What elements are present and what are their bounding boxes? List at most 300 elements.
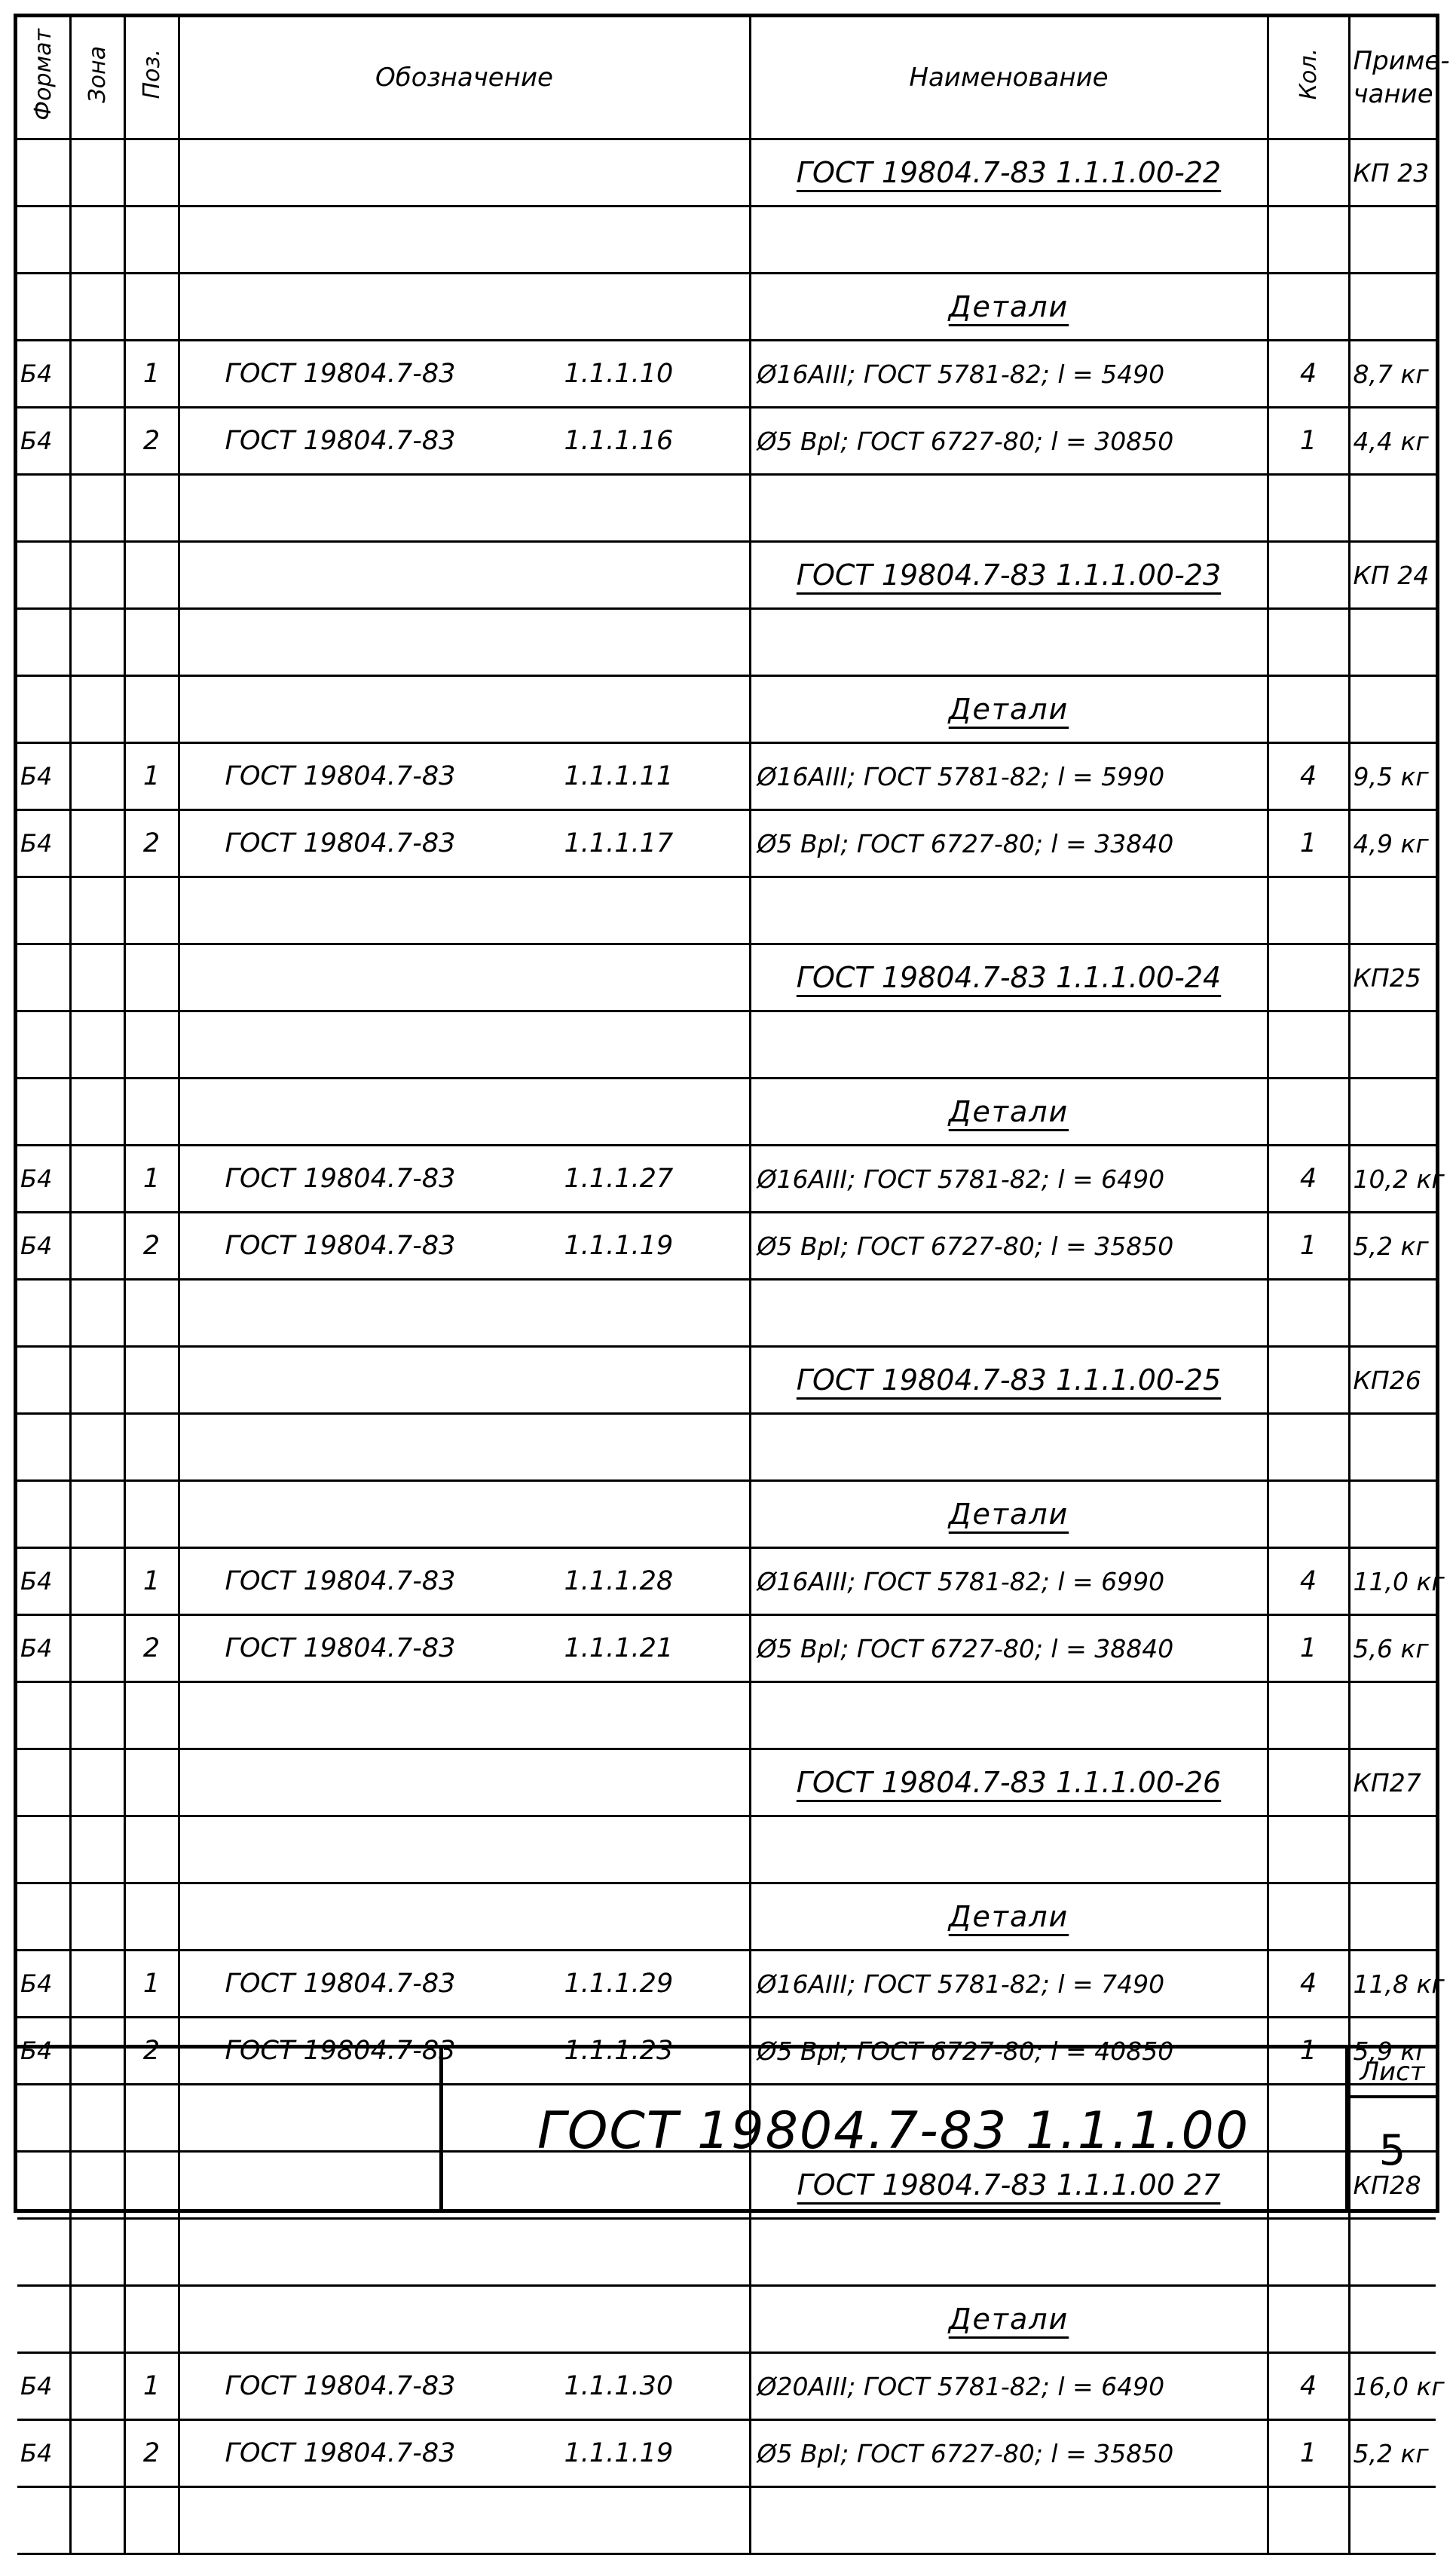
empty-cell: [179, 1347, 750, 1414]
empty-cell: [124, 475, 179, 542]
empty-cell: [17, 1682, 70, 1749]
format-cell: Б4: [17, 1951, 70, 2018]
pos-cell: 1: [124, 1548, 179, 1615]
empty-cell: [750, 609, 1268, 676]
table-row: [17, 1951, 1436, 2018]
title-block-left-cell: [17, 2049, 443, 2209]
spacer-row: [17, 2219, 1436, 2286]
empty-cell: [124, 1079, 179, 1146]
section-heading: [17, 676, 1436, 743]
empty-cell: [124, 139, 179, 207]
empty-cell: [1268, 877, 1349, 944]
note-cell: 4,9 кг: [1349, 810, 1436, 877]
note-cell: КП25: [1349, 944, 1436, 1011]
qty-cell: 1: [1268, 2018, 1349, 2085]
note-cell: [1349, 676, 1436, 743]
pos-cell: 1: [124, 341, 179, 408]
empty-cell: [17, 1816, 70, 1883]
empty-cell: [1349, 1280, 1436, 1347]
zone-cell: [70, 1615, 124, 1682]
empty-cell: [1268, 2219, 1349, 2286]
empty-cell: [179, 2219, 750, 2286]
sheet-label: Лист: [1349, 2049, 1436, 2098]
designation-code: 1.1.1.23: [564, 2036, 674, 2066]
designation-standard: ГОСТ 19804.7-83: [225, 2371, 456, 2401]
name-cell: Ø20АIII; ГОСТ 5781-82; l = 6490: [750, 2353, 1268, 2420]
spacer-row: [17, 475, 1436, 542]
empty-cell: [70, 2487, 124, 2554]
group-title: [17, 1749, 1436, 1816]
empty-cell: [1268, 1481, 1349, 1548]
empty-cell: [17, 1414, 70, 1481]
name-cell: Ø16АIII; ГОСТ 5781-82; l = 6490: [750, 1146, 1268, 1213]
table-row: [17, 2420, 1436, 2487]
qty-cell: 1: [1268, 1615, 1349, 1682]
empty-cell: [70, 676, 124, 743]
note-cell: [1349, 1079, 1436, 1146]
empty-cell: [179, 207, 750, 274]
empty-cell: [70, 207, 124, 274]
empty-cell: [17, 1481, 70, 1548]
note-cell: КП26: [1349, 1347, 1436, 1414]
empty-cell: [1268, 609, 1349, 676]
designation-cell: [179, 2420, 750, 2487]
header-zone: Зона: [70, 17, 124, 139]
designation-cell: [179, 408, 750, 475]
note-cell: КП27: [1349, 1749, 1436, 1816]
name-cell: Ø16АIII; ГОСТ 5781-82; l = 5990: [750, 743, 1268, 810]
empty-cell: [70, 2286, 124, 2353]
zone-cell: [70, 1548, 124, 1615]
empty-cell: [179, 2286, 750, 2353]
empty-cell: [124, 2219, 179, 2286]
empty-cell: [70, 475, 124, 542]
empty-cell: [179, 1011, 750, 1079]
empty-cell: [750, 877, 1268, 944]
empty-cell: [1268, 944, 1349, 1011]
empty-cell: [124, 207, 179, 274]
empty-cell: [1349, 2487, 1436, 2554]
designation-cell: [179, 1951, 750, 2018]
empty-cell: [1268, 676, 1349, 743]
group-title-text: ГОСТ 19804.7-83 1.1.1.00-24: [796, 961, 1222, 994]
empty-cell: [1349, 1816, 1436, 1883]
empty-cell: [17, 1347, 70, 1414]
empty-cell: [750, 2487, 1268, 2554]
empty-cell: [17, 1749, 70, 1816]
empty-cell: [179, 1280, 750, 1347]
designation-standard: ГОСТ 19804.7-83: [225, 1633, 456, 1663]
empty-cell: [1268, 1883, 1349, 1951]
name-cell: Ø5 ВрI; ГОСТ 6727-80; l = 33840: [750, 810, 1268, 877]
empty-cell: [17, 274, 70, 341]
designation-cell: [179, 1146, 750, 1213]
name-cell: Ø5 ВрI; ГОСТ 6727-80; l = 35850: [750, 2420, 1268, 2487]
empty-cell: [124, 1481, 179, 1548]
empty-cell: [70, 2219, 124, 2286]
empty-cell: [1268, 1079, 1349, 1146]
group-title-cell: [750, 944, 1268, 1011]
empty-cell: [124, 1816, 179, 1883]
format-cell: Б4: [17, 341, 70, 408]
group-title: [17, 944, 1436, 1011]
empty-cell: [179, 676, 750, 743]
empty-cell: [1349, 475, 1436, 542]
table-row: [17, 1213, 1436, 1280]
header-qty: Кол.: [1268, 17, 1349, 139]
name-cell: Ø5 ВрI; ГОСТ 6727-80; l = 38840: [750, 1615, 1268, 1682]
empty-cell: [124, 609, 179, 676]
note-cell: [1349, 1481, 1436, 1548]
section-heading-text: Детали: [948, 1900, 1069, 1933]
qty-cell: 4: [1268, 1146, 1349, 1213]
empty-cell: [17, 609, 70, 676]
note-cell: 9,5 кг: [1349, 743, 1436, 810]
section-heading-cell: [750, 676, 1268, 743]
empty-cell: [179, 944, 750, 1011]
empty-cell: [124, 1682, 179, 1749]
designation-code: 1.1.1.27: [564, 1164, 674, 1194]
qty-cell: 1: [1268, 1213, 1349, 1280]
group-title: [17, 1347, 1436, 1414]
section-heading-text: Детали: [948, 1095, 1069, 1128]
designation-code: 1.1.1.29: [564, 1969, 674, 1999]
header-designation: Обозначение: [179, 17, 750, 139]
spacer-row: [17, 2487, 1436, 2554]
empty-cell: [750, 1280, 1268, 1347]
empty-cell: [70, 609, 124, 676]
format-cell: Б4: [17, 2018, 70, 2085]
empty-cell: [179, 1414, 750, 1481]
empty-cell: [1268, 542, 1349, 609]
note-cell: КП 24: [1349, 542, 1436, 609]
format-cell: Б4: [17, 2420, 70, 2487]
empty-cell: [1349, 609, 1436, 676]
pos-cell: 2: [124, 2420, 179, 2487]
note-cell: 11,8 кг: [1349, 1951, 1436, 2018]
designation-standard: ГОСТ 19804.7-83: [225, 1969, 456, 1999]
pos-cell: 1: [124, 2353, 179, 2420]
group-title-cell: [750, 1347, 1268, 1414]
zone-cell: [70, 743, 124, 810]
empty-cell: [124, 1414, 179, 1481]
zone-cell: [70, 408, 124, 475]
designation-cell: [179, 743, 750, 810]
note-cell: [1349, 274, 1436, 341]
section-heading: [17, 1883, 1436, 1951]
qty-cell: 1: [1268, 2420, 1349, 2487]
spacer-row: [17, 877, 1436, 944]
table-row: [17, 1548, 1436, 1615]
empty-cell: [124, 2286, 179, 2353]
designation-cell: [179, 810, 750, 877]
empty-cell: [124, 877, 179, 944]
designation-cell: [179, 2353, 750, 2420]
qty-cell: 1: [1268, 408, 1349, 475]
empty-cell: [17, 877, 70, 944]
empty-cell: [17, 1280, 70, 1347]
designation-code: 1.1.1.28: [564, 1566, 674, 1596]
format-cell: Б4: [17, 408, 70, 475]
zone-cell: [70, 1146, 124, 1213]
document-designation: ГОСТ 19804.7-83 1.1.1.00: [537, 2101, 1250, 2161]
empty-cell: [70, 1749, 124, 1816]
empty-cell: [179, 1682, 750, 1749]
empty-cell: [70, 944, 124, 1011]
empty-cell: [17, 1883, 70, 1951]
sheet-number-box: [1345, 2049, 1436, 2209]
note-cell: 16,0 кг: [1349, 2353, 1436, 2420]
designation-code: 1.1.1.17: [564, 828, 674, 858]
header-pos: Поз.: [124, 17, 179, 139]
zone-cell: [70, 341, 124, 408]
empty-cell: [750, 1816, 1268, 1883]
empty-cell: [1268, 2286, 1349, 2353]
spacer-row: [17, 1011, 1436, 1079]
spacer-row: [17, 1682, 1436, 1749]
section-heading-cell: [750, 2286, 1268, 2353]
designation-standard: ГОСТ 19804.7-83: [225, 2036, 456, 2066]
group-title-cell: [750, 139, 1268, 207]
empty-cell: [70, 1280, 124, 1347]
zone-cell: [70, 810, 124, 877]
empty-cell: [1268, 1816, 1349, 1883]
section-heading-text: Детали: [948, 2303, 1069, 2336]
group-title: [17, 139, 1436, 207]
empty-cell: [70, 1414, 124, 1481]
spacer-row: [17, 1280, 1436, 1347]
section-heading-cell: [750, 1481, 1268, 1548]
pos-cell: 1: [124, 1951, 179, 2018]
empty-cell: [124, 2487, 179, 2554]
pos-cell: 2: [124, 1213, 179, 1280]
name-cell: Ø16АIII; ГОСТ 5781-82; l = 6990: [750, 1548, 1268, 1615]
format-cell: Б4: [17, 1213, 70, 1280]
pos-cell: 1: [124, 743, 179, 810]
format-cell: Б4: [17, 743, 70, 810]
note-cell: 11,0 кг: [1349, 1548, 1436, 1615]
table-row: [17, 341, 1436, 408]
empty-cell: [179, 877, 750, 944]
qty-cell: 4: [1268, 2353, 1349, 2420]
empty-cell: [124, 1280, 179, 1347]
format-cell: Б4: [17, 1146, 70, 1213]
note-cell: 5,2 кг: [1349, 2420, 1436, 2487]
group-title-text: ГОСТ 19804.7-83 1.1.1.00-23: [796, 558, 1222, 592]
section-heading-cell: [750, 1883, 1268, 1951]
empty-cell: [179, 542, 750, 609]
group-title-text: ГОСТ 19804.7-83 1.1.1.00-25: [796, 1363, 1222, 1397]
designation-standard: ГОСТ 19804.7-83: [225, 2438, 456, 2468]
note-cell: 5,2 кг: [1349, 1213, 1436, 1280]
empty-cell: [70, 1481, 124, 1548]
designation-code: 1.1.1.30: [564, 2371, 674, 2401]
section-heading-text: Детали: [948, 693, 1069, 726]
empty-cell: [17, 139, 70, 207]
empty-cell: [1268, 1347, 1349, 1414]
section-heading: [17, 2286, 1436, 2353]
empty-cell: [70, 1816, 124, 1883]
empty-cell: [17, 1079, 70, 1146]
empty-cell: [124, 1011, 179, 1079]
empty-cell: [1268, 1682, 1349, 1749]
note-cell: [1349, 1883, 1436, 1951]
empty-cell: [179, 1749, 750, 1816]
group-title-text: ГОСТ 19804.7-83 1.1.1.00 27: [797, 2168, 1221, 2202]
empty-cell: [179, 2487, 750, 2554]
empty-cell: [1349, 1682, 1436, 1749]
note-cell: 4,4 кг: [1349, 408, 1436, 475]
spacer-row: [17, 207, 1436, 274]
format-cell: Б4: [17, 2353, 70, 2420]
header-format: Формат: [17, 17, 70, 139]
pos-cell: 2: [124, 2018, 179, 2085]
note-cell: КП 23: [1349, 139, 1436, 207]
empty-cell: [17, 676, 70, 743]
empty-cell: [124, 1883, 179, 1951]
pos-cell: 2: [124, 408, 179, 475]
empty-cell: [750, 207, 1268, 274]
empty-cell: [124, 274, 179, 341]
section-heading-cell: [750, 1079, 1268, 1146]
empty-cell: [750, 475, 1268, 542]
group-title-text: ГОСТ 19804.7-83 1.1.1.00-22: [796, 156, 1222, 189]
empty-cell: [1349, 877, 1436, 944]
pos-cell: 1: [124, 1146, 179, 1213]
designation-cell: [179, 1548, 750, 1615]
note-cell: 5,6 кг: [1349, 1615, 1436, 1682]
pos-cell: 2: [124, 810, 179, 877]
designation-standard: ГОСТ 19804.7-83: [225, 828, 456, 858]
table-row: [17, 1615, 1436, 1682]
group-title-cell: [750, 542, 1268, 609]
empty-cell: [1349, 1414, 1436, 1481]
empty-cell: [70, 1347, 124, 1414]
empty-cell: [124, 944, 179, 1011]
empty-cell: [124, 1749, 179, 1816]
empty-cell: [70, 877, 124, 944]
name-cell: Ø5 ВрI; ГОСТ 6727-80; l = 30850: [750, 408, 1268, 475]
format-cell: Б4: [17, 1548, 70, 1615]
empty-cell: [17, 1011, 70, 1079]
note-cell: [1349, 2286, 1436, 2353]
format-cell: Б4: [17, 810, 70, 877]
note-cell: КП28: [1349, 2152, 1436, 2219]
group-title-text: ГОСТ 19804.7-83 1.1.1.00-26: [796, 1766, 1222, 1799]
empty-cell: [1268, 1414, 1349, 1481]
empty-cell: [17, 2487, 70, 2554]
group-title: [17, 542, 1436, 609]
zone-cell: [70, 2420, 124, 2487]
note-cell: 5,9 кг: [1349, 2018, 1436, 2085]
empty-cell: [179, 475, 750, 542]
zone-cell: [70, 1951, 124, 2018]
empty-cell: [70, 1682, 124, 1749]
empty-cell: [70, 274, 124, 341]
empty-cell: [750, 2219, 1268, 2286]
empty-cell: [750, 1682, 1268, 1749]
empty-cell: [17, 542, 70, 609]
empty-cell: [124, 676, 179, 743]
designation-cell: [179, 341, 750, 408]
empty-cell: [124, 1347, 179, 1414]
designation-standard: ГОСТ 19804.7-83: [225, 426, 456, 456]
section-heading-text: Детали: [948, 290, 1069, 323]
empty-cell: [70, 542, 124, 609]
table-row: [17, 1146, 1436, 1213]
empty-cell: [17, 944, 70, 1011]
empty-cell: [179, 1816, 750, 1883]
empty-cell: [179, 1883, 750, 1951]
empty-cell: [70, 139, 124, 207]
zone-cell: [70, 2353, 124, 2420]
title-block: [17, 2045, 1436, 2209]
zone-cell: [70, 1213, 124, 1280]
note-cell: 10,2 кг: [1349, 1146, 1436, 1213]
header-name: Наименование: [750, 17, 1268, 139]
designation-cell: [179, 1615, 750, 1682]
empty-cell: [179, 274, 750, 341]
designation-code: 1.1.1.16: [564, 426, 674, 456]
designation-code: 1.1.1.19: [564, 1231, 674, 1261]
designation-code: 1.1.1.11: [564, 761, 674, 791]
designation-cell: [179, 1213, 750, 1280]
empty-cell: [1349, 2219, 1436, 2286]
name-cell: Ø5 ВрI; ГОСТ 6727-80; l = 40850: [750, 2018, 1268, 2085]
empty-cell: [1268, 207, 1349, 274]
spacer-row: [17, 1816, 1436, 1883]
name-cell: Ø16АIII; ГОСТ 5781-82; l = 5490: [750, 341, 1268, 408]
table-row: [17, 2353, 1436, 2420]
empty-cell: [1268, 139, 1349, 207]
designation-standard: ГОСТ 19804.7-83: [225, 1164, 456, 1194]
empty-cell: [1268, 1011, 1349, 1079]
header-row: [17, 17, 1436, 139]
section-heading-text: Детали: [948, 1498, 1069, 1531]
designation-code: 1.1.1.19: [564, 2438, 674, 2468]
qty-cell: 4: [1268, 341, 1349, 408]
spacer-row: [17, 1414, 1436, 1481]
header-note: Приме- чание: [1349, 17, 1436, 139]
qty-cell: 4: [1268, 743, 1349, 810]
empty-cell: [1268, 1749, 1349, 1816]
section-heading-cell: [750, 274, 1268, 341]
qty-cell: 4: [1268, 1548, 1349, 1615]
section-heading: [17, 274, 1436, 341]
note-cell: 8,7 кг: [1349, 341, 1436, 408]
empty-cell: [179, 1079, 750, 1146]
empty-cell: [1268, 475, 1349, 542]
section-heading: [17, 1481, 1436, 1548]
empty-cell: [1268, 2487, 1349, 2554]
pos-cell: 2: [124, 1615, 179, 1682]
empty-cell: [179, 1481, 750, 1548]
section-heading: [17, 1079, 1436, 1146]
name-cell: Ø5 ВрI; ГОСТ 6727-80; l = 35850: [750, 1213, 1268, 1280]
empty-cell: [750, 1011, 1268, 1079]
empty-cell: [1268, 1280, 1349, 1347]
designation-standard: ГОСТ 19804.7-83: [225, 1566, 456, 1596]
spacer-row: [17, 609, 1436, 676]
qty-cell: 4: [1268, 1951, 1349, 2018]
table-row: [17, 743, 1436, 810]
designation-code: 1.1.1.21: [564, 1633, 674, 1663]
group-title-cell: [750, 1749, 1268, 1816]
empty-cell: [1349, 1011, 1436, 1079]
table-row: [17, 408, 1436, 475]
designation-code: 1.1.1.10: [564, 359, 674, 389]
empty-cell: [1268, 274, 1349, 341]
